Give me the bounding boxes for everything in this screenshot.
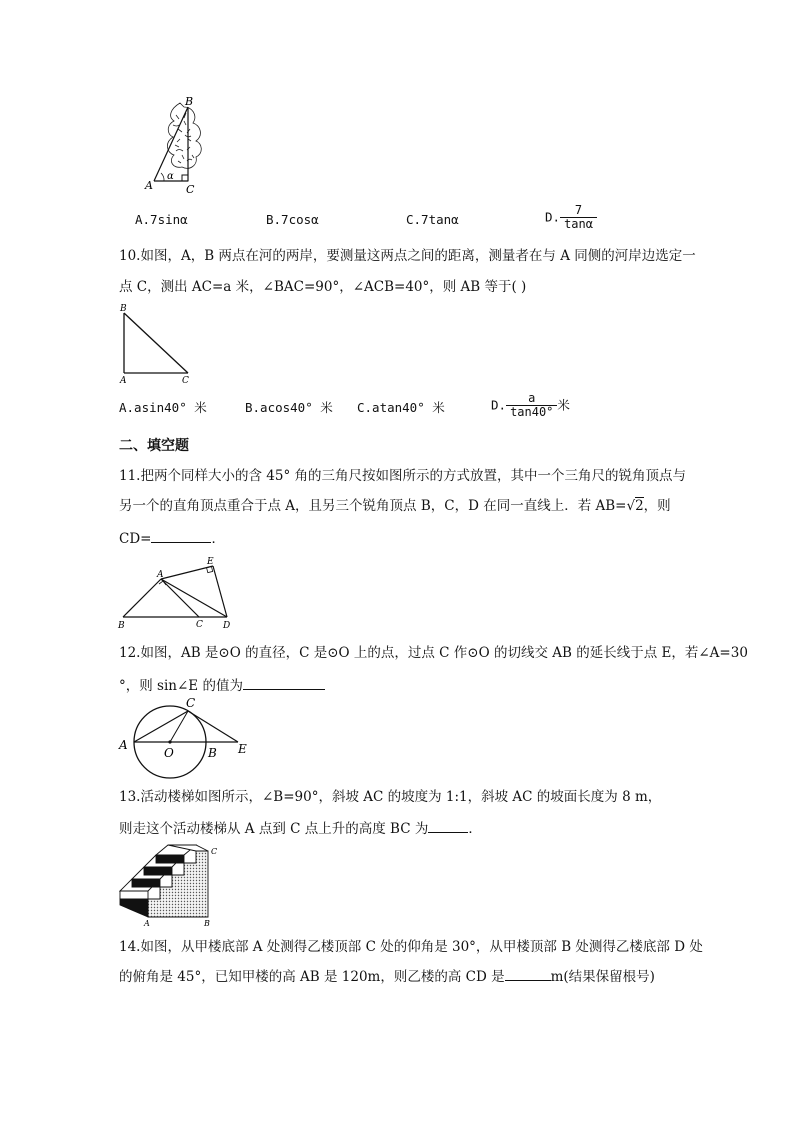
q11-line3-end: ． <box>211 531 225 547</box>
sqrt-sign: √ <box>626 498 636 514</box>
q12-line1: 12.如图，AB 是⊙O 的直径，C 是⊙O 上的点，过点 C 作⊙O 的切线交 AB 的延长线于点 E，若∠A=30 <box>119 645 748 661</box>
q9-option-c: C.7tanα <box>406 212 459 227</box>
q11-line1: 11.把两个同样大小的含 45° 角的三角尺按如图所示的方式放置，其中一个三角尺的锐角顶点与 <box>119 468 686 484</box>
q12-circle-tangent-figure <box>115 694 255 784</box>
q12-label-B: B <box>208 746 217 760</box>
q13-label-B: B <box>204 919 210 928</box>
q10-option-d-fraction <box>506 392 557 419</box>
q10-triangle-figure <box>116 303 196 385</box>
answer-blank <box>151 528 211 543</box>
q11-line2-end: ，则 <box>643 498 671 514</box>
section-heading: 二、填空题 <box>119 438 189 454</box>
q9-label-B: B <box>185 95 194 108</box>
q11-label-A: A <box>157 570 164 580</box>
tree-foliage <box>167 103 201 168</box>
q11-line2-text: 另一个的直角顶点重合于点 A，且另三个锐角顶点 B，C，D 在同一直线上．若 AB= <box>119 498 627 514</box>
q9-option-a: A.7sinα <box>135 212 188 227</box>
q10-label-A: A <box>120 376 127 385</box>
q14-line2-text: 的俯角是 45°，已知甲楼的高 AB 是 120m，则乙楼的高 CD 是 <box>119 969 505 985</box>
q14-line2 <box>119 966 655 987</box>
q11-label-B: B <box>118 621 125 631</box>
answer-blank <box>243 675 325 690</box>
q10-line2: 点 C，测出 AC=a 米，∠BAC=90°，∠ACB=40°，则 AB 等于( ) <box>119 279 527 295</box>
q12-label-A: A <box>119 738 128 752</box>
answer-blank <box>505 966 551 981</box>
q12-label-E: E <box>238 742 247 756</box>
q13-staircase-figure <box>114 843 224 928</box>
q10-option-b: B.acos40° 米 <box>245 400 333 415</box>
q12-line2-text: °，则 sin∠E 的值为 <box>119 678 243 694</box>
q9-option-d <box>545 204 597 231</box>
q13-label-C: C <box>211 847 218 856</box>
q11-cd-label: CD= <box>119 531 152 547</box>
q10-option-d <box>491 392 570 419</box>
q9-label-alpha: α <box>167 171 174 182</box>
fraction-denominator: tanα <box>560 217 597 231</box>
q10-label-B: B <box>120 304 127 314</box>
q13-label-A: A <box>144 919 150 928</box>
q14-line2-end: m(结果保留根号) <box>550 969 655 985</box>
q9-option-d-fraction <box>560 204 597 231</box>
q10-label-C: C <box>182 376 189 385</box>
q11-label-D: D <box>223 621 231 631</box>
q10-option-a: A.asin40° 米 <box>119 400 207 415</box>
q9-option-b: B.7cosα <box>266 212 319 227</box>
q11-triangles-figure <box>115 555 240 633</box>
q9-tree-triangle-figure <box>140 95 220 200</box>
q10-option-c: C.atan40° 米 <box>357 400 445 415</box>
q9-label-C: C <box>186 183 195 196</box>
q10-option-d-prefix: D. <box>491 397 507 413</box>
q10-option-d-suffix: 米 <box>557 397 570 413</box>
fraction-numerator: a <box>528 391 536 405</box>
q14-line1: 14.如图，从甲楼底部 A 处测得乙楼顶部 C 处的仰角是 30°，从甲楼顶部 B 处测得乙楼底部 D 处 <box>119 939 703 955</box>
q12-line2 <box>119 675 325 696</box>
q12-label-C: C <box>186 696 196 710</box>
q11-label-E: E <box>207 557 214 567</box>
q13-line2-text: 则走这个活动楼梯从 A 点到 C 点上升的高度 BC 为 <box>119 821 429 837</box>
answer-blank <box>428 818 468 833</box>
fraction-numerator: 7 <box>574 203 583 217</box>
q11-line2 <box>119 496 671 516</box>
q11-line3 <box>119 528 225 549</box>
q13-line2 <box>119 818 482 839</box>
fraction-denominator: tan40° <box>506 405 557 419</box>
q13-line2-end: ． <box>468 821 482 837</box>
sqrt-radicand: 2 <box>635 498 644 514</box>
q12-label-O: O <box>164 746 174 760</box>
q11-label-C: C <box>196 620 203 630</box>
q13-line1: 13.活动楼梯如图所示，∠B=90°，斜坡 AC 的坡度为 1:1，斜坡 AC 的坡面长度为 8 m， <box>119 789 662 805</box>
q9-label-A: A <box>145 179 153 192</box>
q9-option-d-prefix: D. <box>545 209 561 225</box>
q10-line1: 10.如图，A，B 两点在河的两岸，要测量这两点之间的距离，测量者在与 A 同侧的河岸边选定一 <box>119 248 696 264</box>
